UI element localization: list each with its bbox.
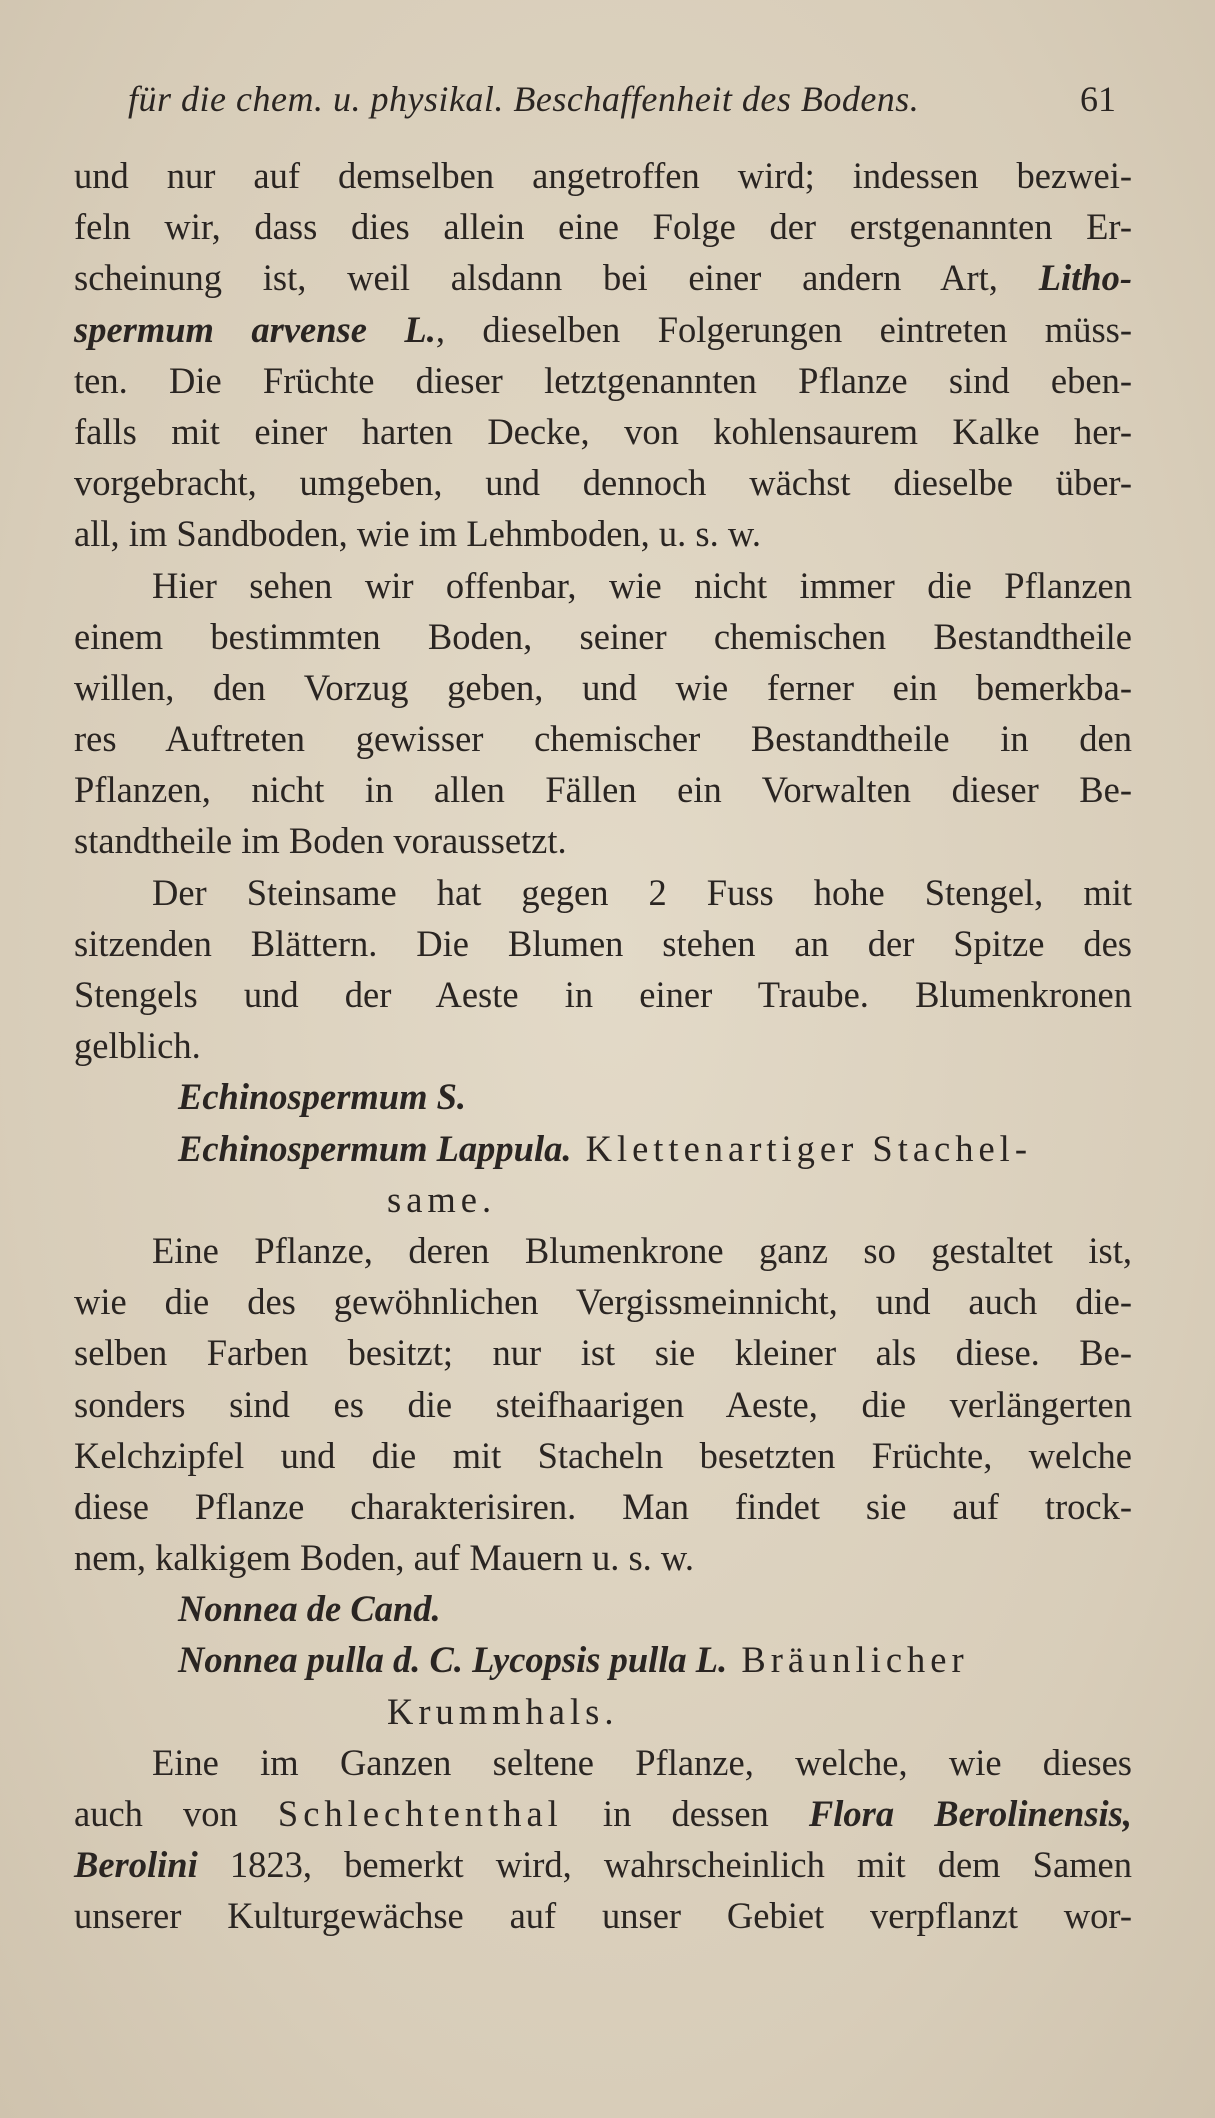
text-line: Stengels und der Aeste in einer Traube. Blumenkronen xyxy=(74,974,1132,1015)
text-line: falls mit einer harten Decke, von kohlensaurem Kalke her- xyxy=(74,410,1132,452)
text-line: scheinung ist, weil alsdann bei einer andern Art, Litho- xyxy=(74,257,1132,299)
page-number: 61 xyxy=(1080,79,1116,119)
species-heading-continued: same. xyxy=(387,1178,497,1220)
species-name: spermum arvense L. xyxy=(74,308,436,350)
species-heading: Nonnea pulla d. C. Lycopsis pulla L. Bräunlicher xyxy=(178,1639,969,1681)
body-text xyxy=(74,150,1132,1942)
text-line: Eine Pflanze, deren Blumenkrone ganz so gestaltet ist, xyxy=(152,1229,1132,1271)
species-heading: Echinospermum Lappula. Klettenartiger Stachel- xyxy=(178,1127,1032,1169)
text-line: standtheile im Boden voraussetzt. xyxy=(74,820,567,862)
book-place: Berolini xyxy=(74,1844,198,1886)
text-line: Hier sehen wir offenbar, wie nicht immer die Pflanzen xyxy=(152,564,1132,606)
text-line: einem bestimmten Boden, seiner chemischen Bestandtheile xyxy=(74,615,1132,657)
text-line: spermum arvense L., dieselben Folgerungen eintreten müss- xyxy=(74,308,1133,350)
author-name: Schlechtenthal xyxy=(277,1793,563,1834)
text-line: Pflanzen, nicht in allen Fällen ein Vorwalten dieser Be- xyxy=(74,769,1132,811)
text-line: Der Steinsame hat gegen 2 Fuss hohe Stengel, mit xyxy=(152,871,1132,913)
text-line: wie die des gewöhnlichen Vergissmeinnicht, und auch die- xyxy=(74,1281,1132,1323)
species-name: Litho- xyxy=(1038,257,1132,299)
text-line: sitzenden Blättern. Die Blumen stehen an der Spitze des xyxy=(74,922,1132,964)
text-line: und nur auf demselben angetroffen wird; indessen bezwei- xyxy=(74,155,1132,196)
text-line: sonders sind es die steifhaarigen Aeste, die verlängerten xyxy=(74,1383,1132,1425)
genus-heading: Nonnea de Cand. xyxy=(178,1588,441,1630)
running-header xyxy=(120,72,1130,124)
text-line: diese Pflanze charakterisiren. Man findet sie auf trock- xyxy=(74,1485,1132,1527)
text-line: Eine im Ganzen seltene Pflanze, welche, wie dieses xyxy=(152,1741,1132,1783)
text-line: feln wir, dass dies allein eine Folge der erstgenannten Er- xyxy=(74,206,1132,248)
book-title: Flora Berolinensis, xyxy=(808,1793,1132,1834)
text-line: auch von Schlechtenthal in dessen Flora Berolinensis, xyxy=(74,1793,1132,1834)
text-line: selben Farben besitzt; nur ist sie kleiner als diese. Be- xyxy=(74,1332,1132,1374)
species-heading-continued: Krummhals. xyxy=(387,1690,619,1732)
text-line: vorgebracht, umgeben, und dennoch wächst dieselbe über- xyxy=(74,462,1132,504)
text-line: res Auftreten gewisser chemischer Bestandtheile in den xyxy=(74,718,1132,760)
text-line: ten. Die Früchte dieser letztgenannten Pflanze sind eben- xyxy=(74,359,1132,401)
text-line: unserer Kulturgewächse auf unser Gebiet verpflanzt wor- xyxy=(74,1895,1132,1937)
running-title: für die chem. u. physikal. Beschaffenheit des Bodens. xyxy=(128,79,920,119)
text-line: Berolini 1823, bemerkt wird, wahrscheinlich mit dem Samen xyxy=(74,1844,1132,1886)
text-line: gelblich. xyxy=(74,1025,201,1067)
text-line: all, im Sandboden, wie im Lehmboden, u. s. w. xyxy=(74,513,761,555)
text-line: Kelchzipfel und die mit Stacheln besetzten Früchte, welche xyxy=(74,1434,1132,1476)
text-line: willen, den Vorzug geben, und wie ferner ein bemerkba- xyxy=(74,666,1132,708)
text-line: nem, kalkigem Boden, auf Mauern u. s. w. xyxy=(74,1537,695,1579)
genus-heading: Echinospermum S. xyxy=(178,1076,467,1118)
